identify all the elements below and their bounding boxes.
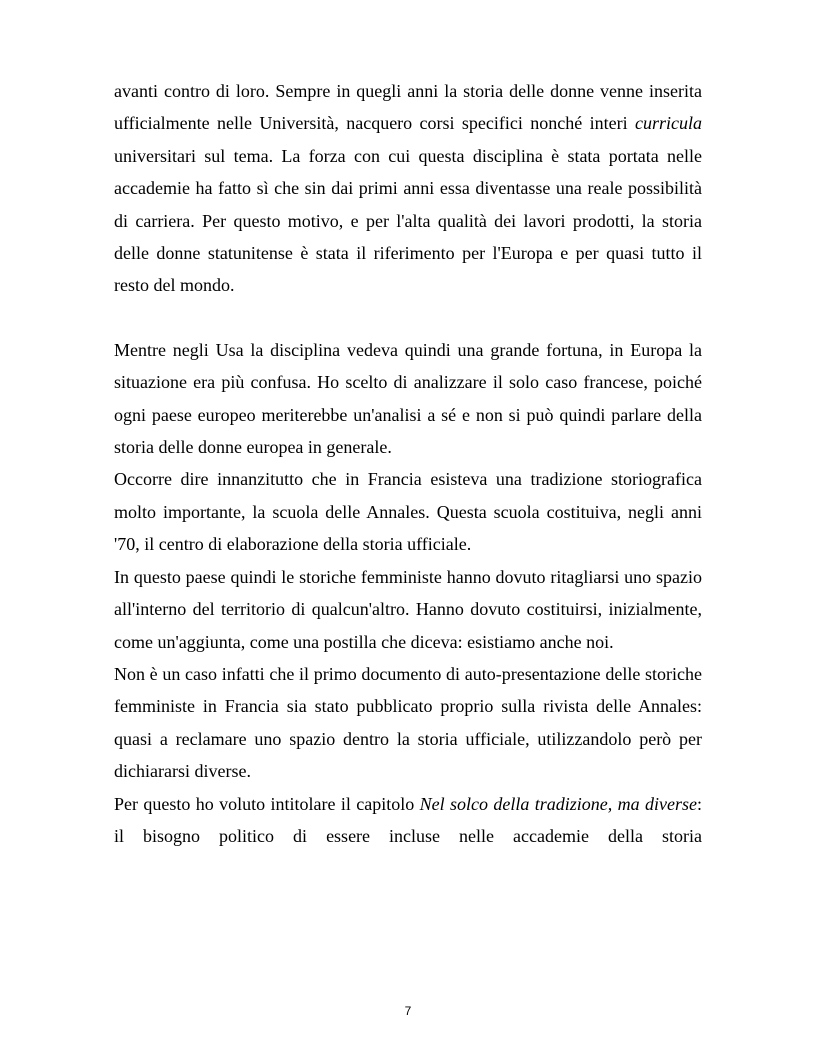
document-body xyxy=(114,75,702,852)
paragraph-4 xyxy=(114,561,702,658)
paragraph-1 xyxy=(114,75,702,302)
page-number: 7 xyxy=(404,1004,412,1018)
text-run: In questo paese quindi le storiche femministe hanno dovuto ritagliarsi uno spazio all'interno del territorio di qualcun'altro. Hanno dovuto costituirsi, inizialmente, come un'aggiunta, come una postilla che diceva: esistiamo anche noi. xyxy=(114,566,702,652)
paragraph-6 xyxy=(114,788,702,853)
text-run: universitari sul tema. La forza con cui questa disciplina è stata portata nelle accademie ha fatto sì che sin dai primi anni essa diventasse una reale possibilità di carriera. Per questo motivo, e per l'alta qualità dei lavori prodotti, la storia delle donne statunitense è stata il riferimento per l'Europa e per quasi tutto il resto del mondo. xyxy=(114,145,702,296)
paragraph-gap xyxy=(114,302,702,334)
paragraph-5 xyxy=(114,658,702,788)
text-run: Non è un caso infatti che il primo documento di auto-presentazione delle storiche femministe in Francia sia stato pubblicato proprio sulla rivista delle Annales: quasi a reclamare uno spazio dentro la storia ufficiale, utilizzandolo però per dichiararsi diverse. xyxy=(114,663,702,782)
text-run: Occorre dire innanzitutto che in Francia esisteva una tradizione storiografica molto importante, la scuola delle Annales. Questa scuola costituiva, negli anni '70, il centro di elaborazione della storia ufficiale. xyxy=(114,469,702,555)
italic-run: Nel solco della tradizione, ma diverse xyxy=(419,793,697,814)
text-run: Per questo ho voluto intitolare il capitolo xyxy=(114,793,420,814)
text-run: Mentre negli Usa la disciplina vedeva quindi una grande fortuna, in Europa la situazione era più confusa. Ho scelto di analizzare il solo caso francese, poiché ogni paese europeo meriterebbe un'analisi a sé e non si può quindi parlare della storia delle donne europea in generale. xyxy=(114,339,702,458)
paragraph-2 xyxy=(114,334,702,464)
text-run: avanti contro di loro. Sempre in quegli anni la storia delle donne venne inserita ufficialmente nelle Università, nacquero corsi specifici nonché interi xyxy=(114,81,702,134)
paragraph-3 xyxy=(114,463,702,560)
text-run: : il bisogno politico di essere incluse nelle accademie della storia xyxy=(114,793,703,846)
italic-run: curricula xyxy=(635,113,702,134)
